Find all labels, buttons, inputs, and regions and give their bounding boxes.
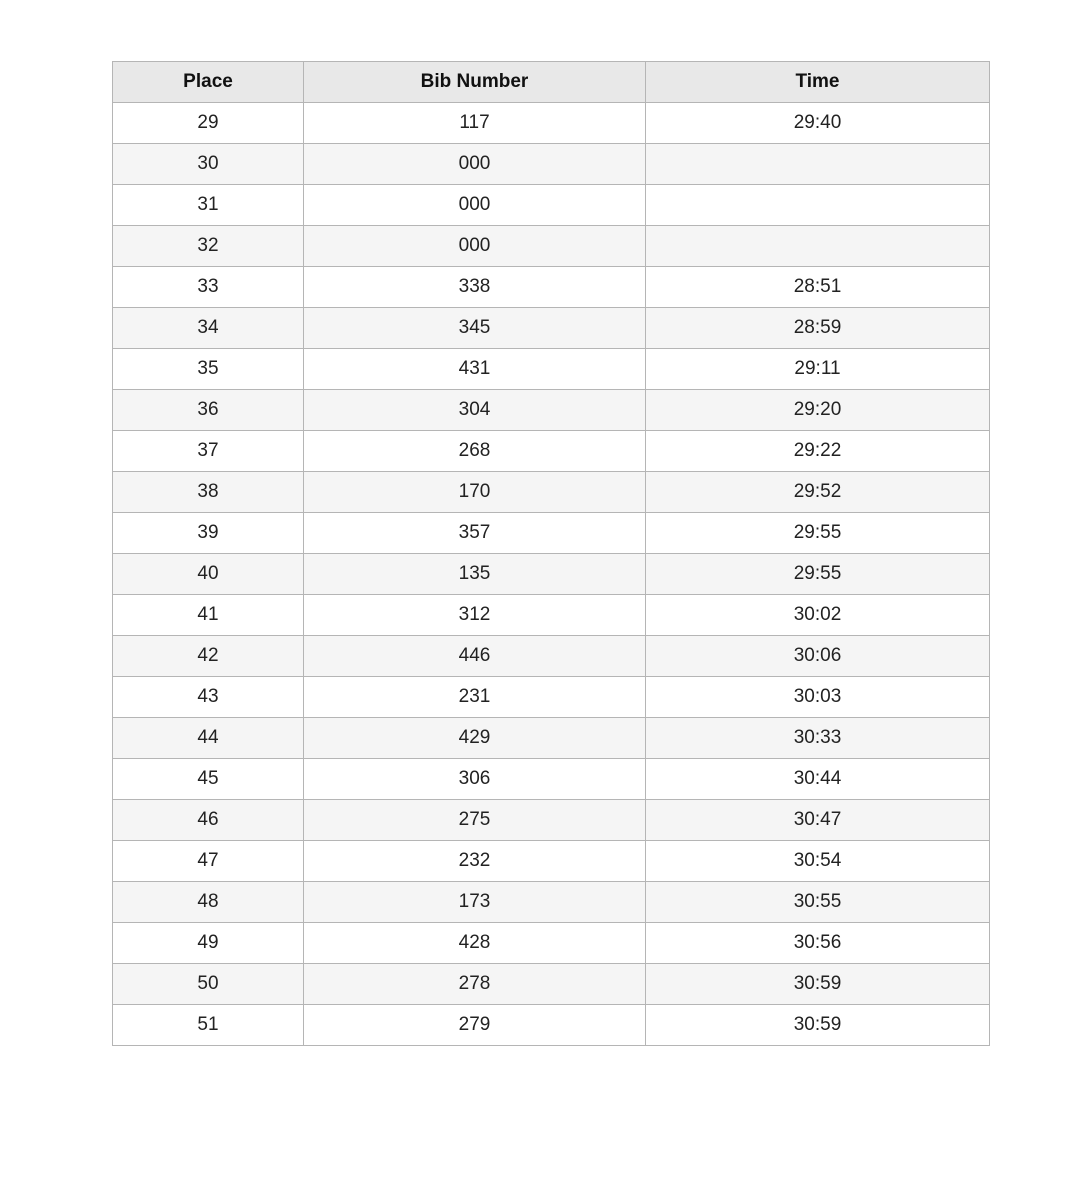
place-cell: 42 bbox=[113, 636, 304, 677]
place-cell: 36 bbox=[113, 390, 304, 431]
place-cell: 43 bbox=[113, 677, 304, 718]
place-cell: 45 bbox=[113, 759, 304, 800]
table-row bbox=[113, 431, 990, 472]
bib-number-cell: 268 bbox=[304, 431, 646, 472]
table-row bbox=[113, 1005, 990, 1046]
bib-number-cell: 304 bbox=[304, 390, 646, 431]
bib-number-column-header: Bib Number bbox=[304, 62, 646, 103]
table-row bbox=[113, 554, 990, 595]
time-cell: 30:56 bbox=[646, 923, 990, 964]
place-cell: 38 bbox=[113, 472, 304, 513]
table-row bbox=[113, 718, 990, 759]
bib-number-cell: 173 bbox=[304, 882, 646, 923]
table-row bbox=[113, 882, 990, 923]
time-cell: 30:33 bbox=[646, 718, 990, 759]
time-cell: 28:51 bbox=[646, 267, 990, 308]
table-row bbox=[113, 185, 990, 226]
time-cell: 30:44 bbox=[646, 759, 990, 800]
place-cell: 47 bbox=[113, 841, 304, 882]
bib-number-cell: 357 bbox=[304, 513, 646, 554]
place-cell: 35 bbox=[113, 349, 304, 390]
table-row bbox=[113, 759, 990, 800]
time-cell: 30:55 bbox=[646, 882, 990, 923]
time-cell: 29:11 bbox=[646, 349, 990, 390]
time-cell: 30:47 bbox=[646, 800, 990, 841]
place-cell: 34 bbox=[113, 308, 304, 349]
bib-number-cell: 428 bbox=[304, 923, 646, 964]
time-cell bbox=[646, 226, 990, 267]
table-row bbox=[113, 513, 990, 554]
place-cell: 41 bbox=[113, 595, 304, 636]
time-cell: 30:06 bbox=[646, 636, 990, 677]
bib-number-cell: 312 bbox=[304, 595, 646, 636]
table-row bbox=[113, 144, 990, 185]
place-cell: 33 bbox=[113, 267, 304, 308]
time-cell: 29:55 bbox=[646, 513, 990, 554]
table-header bbox=[113, 62, 990, 103]
table-row bbox=[113, 923, 990, 964]
bib-number-cell: 231 bbox=[304, 677, 646, 718]
table-row bbox=[113, 226, 990, 267]
bib-number-cell: 170 bbox=[304, 472, 646, 513]
time-cell: 30:59 bbox=[646, 964, 990, 1005]
bib-number-cell: 446 bbox=[304, 636, 646, 677]
bib-number-cell: 000 bbox=[304, 185, 646, 226]
table-row bbox=[113, 103, 990, 144]
place-cell: 46 bbox=[113, 800, 304, 841]
time-cell: 29:52 bbox=[646, 472, 990, 513]
table-body bbox=[113, 103, 990, 1046]
table-row bbox=[113, 390, 990, 431]
time-cell: 30:03 bbox=[646, 677, 990, 718]
table-row bbox=[113, 308, 990, 349]
time-column-header: Time bbox=[646, 62, 990, 103]
time-cell: 29:55 bbox=[646, 554, 990, 595]
table-row bbox=[113, 349, 990, 390]
header-row bbox=[113, 62, 990, 103]
table-row bbox=[113, 472, 990, 513]
time-cell: 30:54 bbox=[646, 841, 990, 882]
place-cell: 51 bbox=[113, 1005, 304, 1046]
bib-number-cell: 345 bbox=[304, 308, 646, 349]
results-table bbox=[112, 61, 990, 1046]
place-cell: 31 bbox=[113, 185, 304, 226]
time-cell bbox=[646, 185, 990, 226]
table-row bbox=[113, 595, 990, 636]
place-cell: 49 bbox=[113, 923, 304, 964]
place-cell: 48 bbox=[113, 882, 304, 923]
bib-number-cell: 279 bbox=[304, 1005, 646, 1046]
bib-number-cell: 306 bbox=[304, 759, 646, 800]
table-row bbox=[113, 636, 990, 677]
bib-number-cell: 338 bbox=[304, 267, 646, 308]
table-row bbox=[113, 677, 990, 718]
place-cell: 39 bbox=[113, 513, 304, 554]
place-cell: 32 bbox=[113, 226, 304, 267]
bib-number-cell: 275 bbox=[304, 800, 646, 841]
time-cell: 30:59 bbox=[646, 1005, 990, 1046]
bib-number-cell: 431 bbox=[304, 349, 646, 390]
bib-number-cell: 429 bbox=[304, 718, 646, 759]
place-cell: 30 bbox=[113, 144, 304, 185]
bib-number-cell: 232 bbox=[304, 841, 646, 882]
bib-number-cell: 000 bbox=[304, 144, 646, 185]
time-cell: 29:22 bbox=[646, 431, 990, 472]
place-cell: 40 bbox=[113, 554, 304, 595]
place-cell: 44 bbox=[113, 718, 304, 759]
time-cell bbox=[646, 144, 990, 185]
time-cell: 29:40 bbox=[646, 103, 990, 144]
table-row bbox=[113, 267, 990, 308]
place-cell: 50 bbox=[113, 964, 304, 1005]
table-row bbox=[113, 841, 990, 882]
time-cell: 30:02 bbox=[646, 595, 990, 636]
place-cell: 37 bbox=[113, 431, 304, 472]
time-cell: 28:59 bbox=[646, 308, 990, 349]
bib-number-cell: 278 bbox=[304, 964, 646, 1005]
table-row bbox=[113, 964, 990, 1005]
place-cell: 29 bbox=[113, 103, 304, 144]
bib-number-cell: 135 bbox=[304, 554, 646, 595]
bib-number-cell: 117 bbox=[304, 103, 646, 144]
bib-number-cell: 000 bbox=[304, 226, 646, 267]
place-column-header: Place bbox=[113, 62, 304, 103]
table-row bbox=[113, 800, 990, 841]
time-cell: 29:20 bbox=[646, 390, 990, 431]
